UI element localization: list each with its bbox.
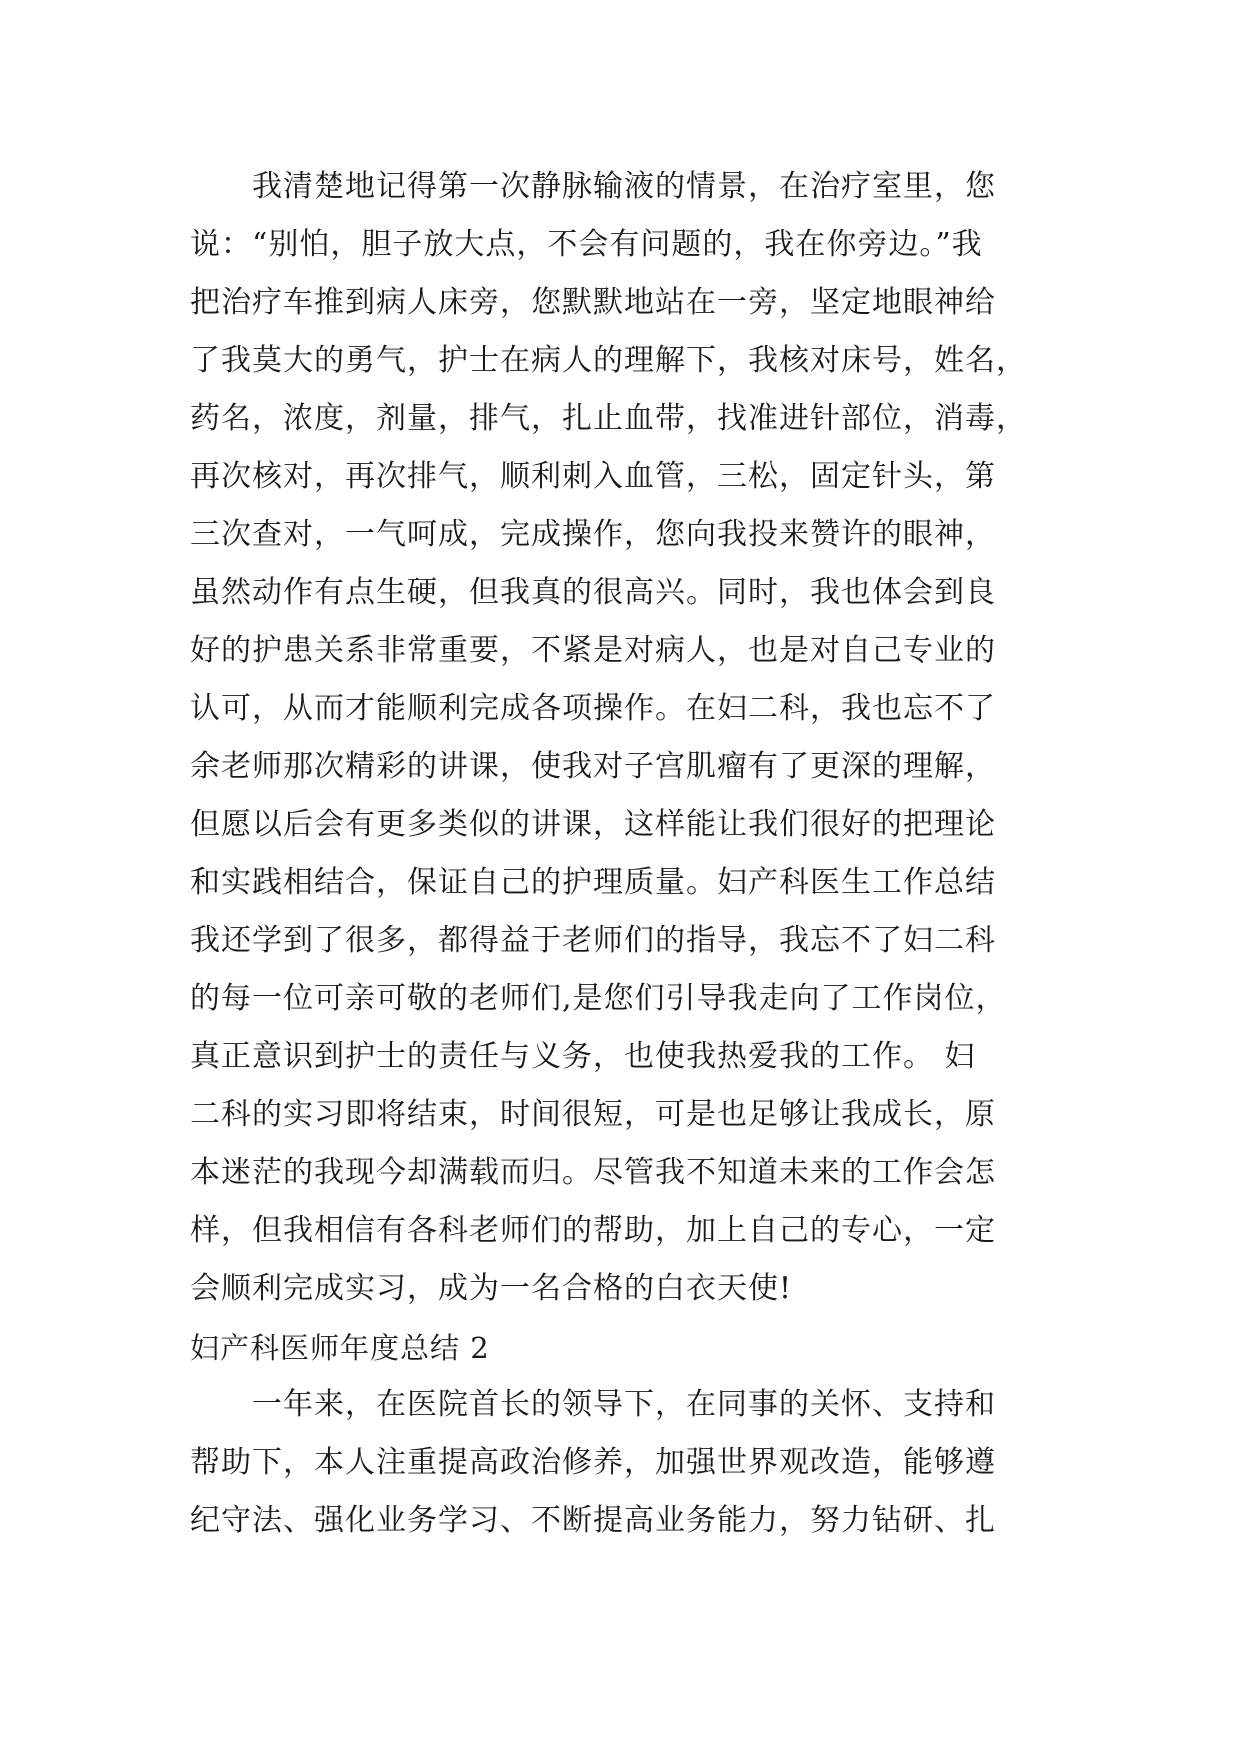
paragraph-line: 的每一位可亲可敬的老师们,是您们引导我走向了工作岗位， — [190, 981, 1007, 1016]
paragraph-annual-summary — [190, 1376, 1050, 1550]
paragraph-line: 样，但我相信有各科老师们的帮助，加上自己的专心，一定 — [190, 1213, 996, 1248]
paragraph-line: 好的护患关系非常重要，不紧是对病人，也是对自己专业的 — [190, 633, 996, 668]
paragraph-line: 帮助下，本人注重提高政治修养，加强世界观改造，能够遵 — [190, 1445, 996, 1480]
paragraph-line: 药名，浓度，剂量，排气，扎止血带，找准进针部位，消毒， — [190, 401, 1027, 436]
paragraph-line: 虽然动作有点生硬，但我真的很高兴。同时，我也体会到良 — [190, 575, 996, 610]
paragraph-line: 会顺利完成实习，成为一名合格的白衣天使! — [190, 1271, 793, 1306]
paragraph-line: 真正意识到护士的责任与义务，也使我热爱我的工作。 妇 — [190, 1039, 976, 1074]
paragraph-line: 纪守法、强化业务学习、不断提高业务能力，努力钻研、扎 — [190, 1503, 996, 1538]
paragraph-line: 余老师那次精彩的讲课，使我对子宫肌瘤有了更深的理解， — [190, 749, 996, 784]
section-heading: 妇产科医师年度总结 2 — [190, 1331, 490, 1365]
paragraph-line: 说：“别怕，胆子放大点，不会有问题的，我在你旁边。”我 — [190, 227, 983, 262]
paragraph-line: 和实践相结合，保证自己的护理质量。妇产科医生工作总结 — [190, 865, 996, 900]
paragraph-line: 三次查对，一气呵成，完成操作，您向我投来赞许的眼神， — [190, 517, 996, 552]
paragraph-line: 认可，从而才能顺利完成各项操作。在妇二科，我也忘不了 — [190, 691, 996, 726]
paragraph-line: 再次核对，再次排气，顺利刺入血管，三松，固定针头，第 — [190, 459, 996, 494]
paragraph-line: 我还学到了很多，都得益于老师们的指导，我忘不了妇二科 — [190, 923, 996, 958]
paragraph-line: 但愿以后会有更多类似的讲课，这样能让我们很好的把理论 — [190, 807, 996, 842]
paragraph-line: 二科的实习即将结束，时间很短，可是也足够让我成长，原 — [190, 1097, 996, 1132]
paragraph-line: 一年来，在医院首长的领导下，在同事的关怀、支持和 — [190, 1387, 996, 1422]
paragraph-line: 我清楚地记得第一次静脉输液的情景，在治疗室里，您 — [190, 169, 996, 204]
paragraph-line: 了我莫大的勇气，护士在病人的理解下，我核对床号，姓名， — [190, 343, 1027, 378]
paragraph-line: 本迷茫的我现今却满载而归。尽管我不知道未来的工作会怎 — [190, 1155, 996, 1190]
paragraph-line: 把治疗车推到病人床旁，您默默地站在一旁，坚定地眼神给 — [190, 285, 996, 320]
paragraph-internship-reflection — [190, 158, 1050, 1318]
